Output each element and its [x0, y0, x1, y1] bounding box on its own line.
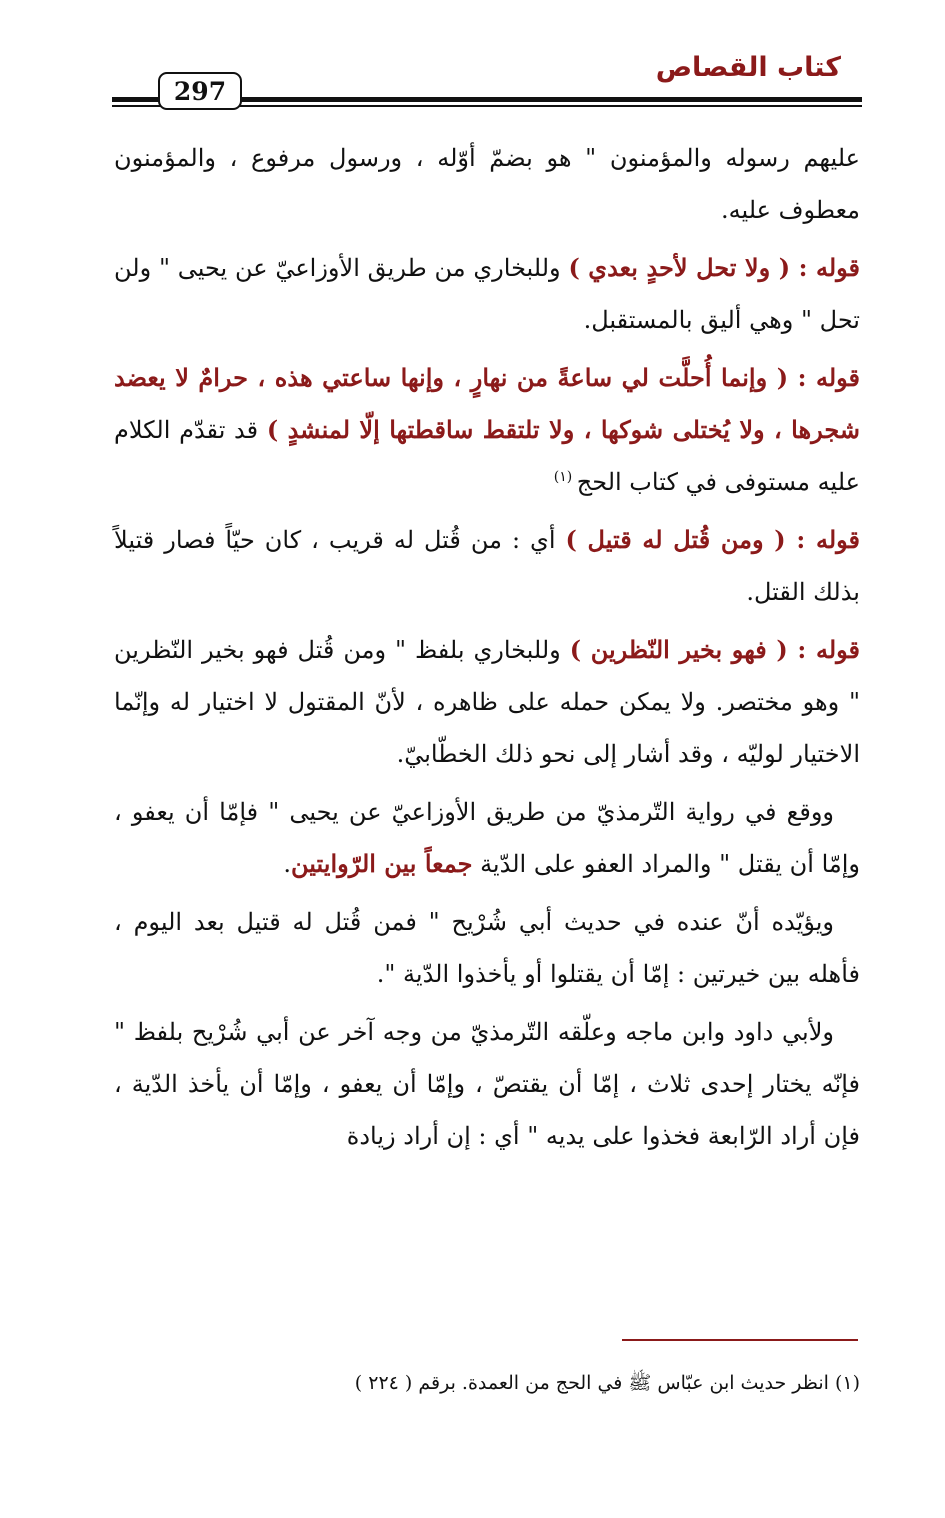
page-header	[0, 0, 945, 120]
body-text	[114, 132, 860, 1168]
text-run: عليهم رسوله والمؤمنون " هو بضمّ أوّله ، ورسول مرفوع ، والمؤمنون معطوف عليه.	[114, 144, 860, 224]
paragraph	[114, 514, 860, 618]
footnote-ref: (١)	[553, 469, 577, 485]
text-run: ولأبي داود وابن ماجه وعلّقه التّرمذيّ من وجه آخر عن أبي شُرْيح بلفظ " فإنّه يختار إحدى ثلاث ، إمّا أن يقتصّ ، وإمّا أن يعفو ، وإمّا أن يأخذ الدّية ، فإن أراد الرّابعة فخذوا على يديه " أي : إن أراد زيادة	[114, 1018, 860, 1150]
text-run: أي : من قُتل له قريب ، كان حيّاً فصار قتيلاً بذلك القتل.	[114, 526, 860, 606]
text-run: ويؤيّده أنّ عنده في حديث أبي شُرْيح " فمن قُتل له قتيل بعد اليوم ، فأهله بين خيرتين : إمّا أن يقتلوا أو يأخذوا الدّية ".	[114, 908, 860, 988]
book-title: كتاب القصاص	[655, 52, 841, 83]
text-run: .	[283, 850, 292, 878]
quoted-phrase: قوله : ( ومن قُتل له قتيل )	[565, 525, 860, 554]
quoted-phrase: قوله : ( فهو بخير النّظرين )	[569, 635, 861, 664]
paragraph	[114, 132, 860, 236]
page-number: 297	[158, 72, 242, 110]
quoted-phrase: قوله : ( ولا تحل لأحدٍ بعدي )	[568, 253, 860, 282]
paragraph	[114, 1006, 860, 1162]
paragraph	[114, 624, 860, 780]
text-run: وللبخاري بلفظ " ومن قُتل فهو بخير النّظرين " وهو مختصر. ولا يمكن حمله على ظاهره ، لأنّ المقتول لا اختيار له وإنّما الاختيار لوليّه ، وقد أشار إلى نحو ذلك الخطّابيّ.	[114, 636, 860, 768]
footnote-rule	[622, 1339, 858, 1341]
text-run: وللبخاري من طريق الأوزاعيّ عن يحيى " ولن تحل " وهي أليق بالمستقبل.	[114, 254, 860, 334]
paragraph	[114, 352, 860, 508]
paragraph	[114, 242, 860, 346]
highlight-text: جمعاً بين الرّوايتين	[291, 849, 473, 878]
paragraph	[114, 896, 860, 1000]
paragraph	[114, 786, 860, 890]
text-run: ووقع في رواية التّرمذيّ من طريق الأوزاعيّ عن يحيى " فإمّا أن يعفو ، وإمّا أن يقتل " والمراد العفو على الدّية	[114, 798, 860, 878]
text-run: قد تقدّم الكلام عليه مستوفى في كتاب الحج	[114, 416, 860, 496]
footnote: (١) انظر حديث ابن عبّاس ﷺ في الحج من العمدة. برقم ( ٢٢٤ )	[354, 1372, 860, 1394]
quoted-phrase: قوله : ( وإنما أُحلَّت لي ساعةً من نهارٍ ، وإنها ساعتي هذه ، حرامٌ لا يعضد شجرها ، ولا يُختلى شوكها ، ولا تلتقط ساقطتها إلّا لمنشدٍ )	[114, 363, 860, 444]
